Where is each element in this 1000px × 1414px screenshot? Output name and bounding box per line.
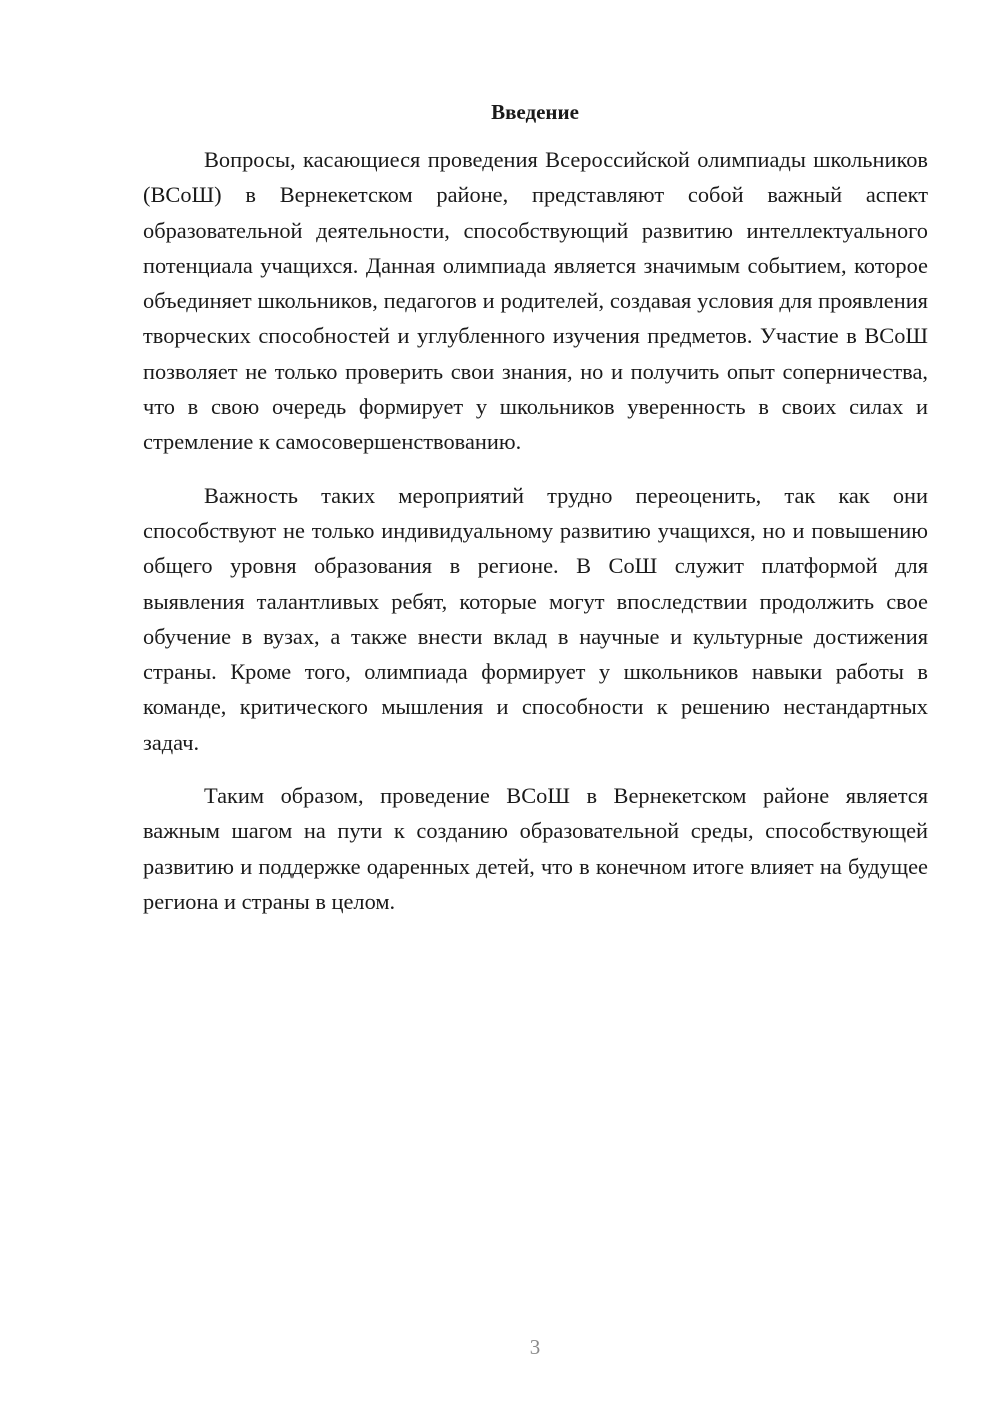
document-body [143,142,928,937]
page-number: 3 [529,1335,541,1359]
document-title: Введение [491,100,579,124]
paragraph-3: Таким образом, проведение ВСоШ в Вернекетском районе является важным шагом на пути к созданию образовательной среды, способствующей развитию и поддержке одаренных детей, что в конечном итоге влияет на будущее региона и страны в целом. [143,783,928,914]
paragraph-1: Вопросы, касающиеся проведения Всероссийской олимпиады школьников (ВСоШ) в Вернекетском районе, представляют собой важный аспект образовательной деятельности, способствующий развитию интеллектуального потенциала учащихся. Данная олимпиада является значимым событием, которое объединяет школьников, педагогов и родителей, создавая условия для проявления творческих способностей и углубленного изучения предметов. Участие в ВСоШ позволяет не только проверить свои знания, но и получить опыт соперничества, что в свою очередь формирует у школьников уверенность в своих силах и стремление к самосовершенствованию. [143,147,928,455]
paragraph-2: Важность таких мероприятий трудно переоценить, так как они способствуют не только индивидуальному развитию учащихся, но и повышению общего уровня образования в регионе. В СоШ служит платформой для выявления талантливых ребят, которые могут впоследствии продолжить свое обучение в вузах, а также внести вклад в научные и культурные достижения страны. Кроме того, олимпиада формирует у школьников навыки работы в команде, критического мышления и способности к решению нестандартных задач. [143,482,928,755]
